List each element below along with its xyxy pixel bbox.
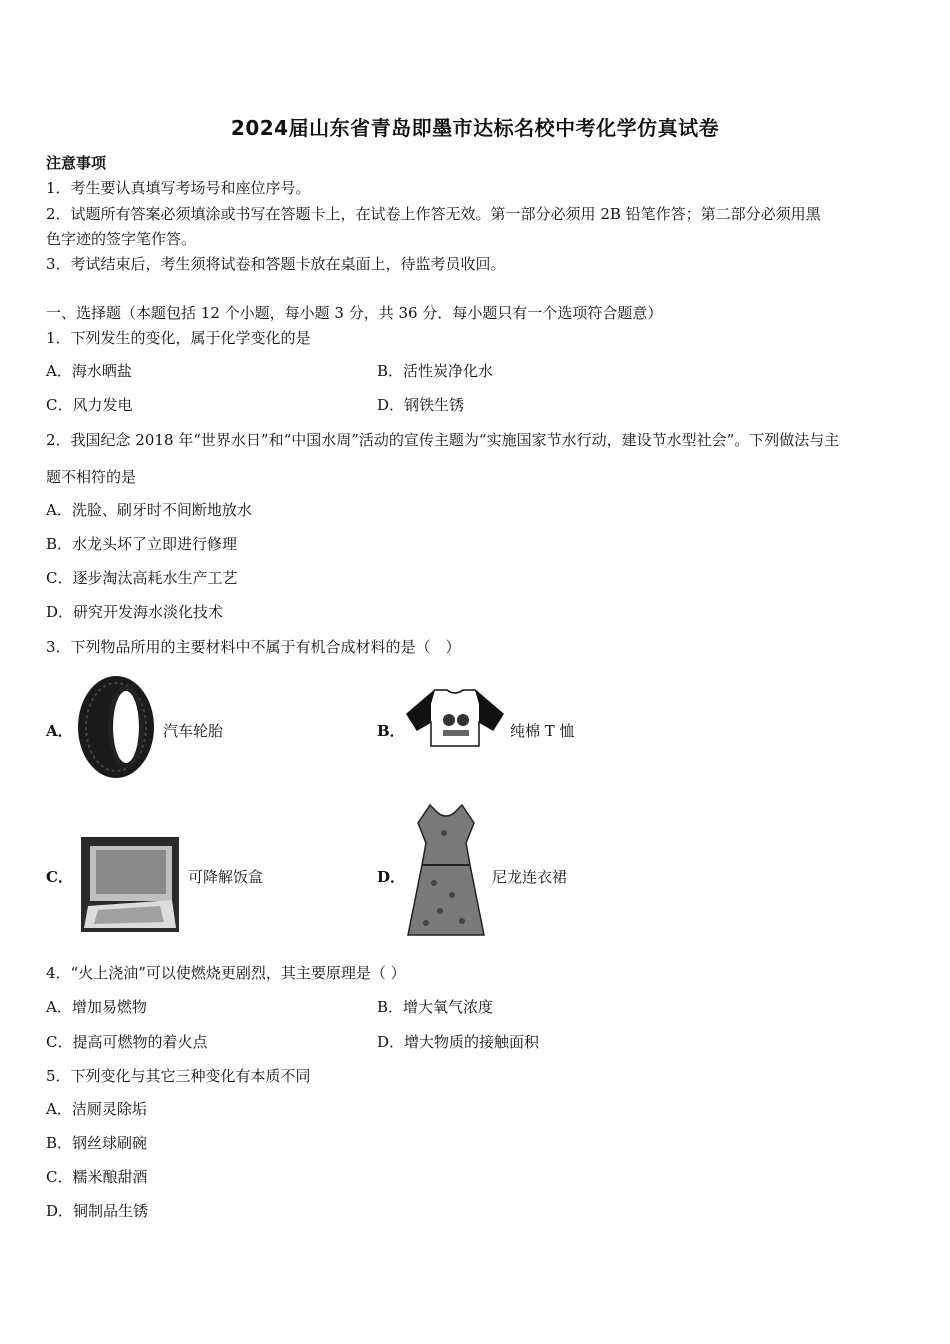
notice-item-3: 3．考试结束后，考生须将试卷和答题卡放在桌面上，待监考员收回。 <box>46 255 506 273</box>
notice-item-1: 1．考生要认真填写考场号和座位序号。 <box>46 179 311 197</box>
q3-option-b-letter: B． <box>377 722 405 740</box>
q4-option-c: C．提高可燃物的着火点 <box>46 1033 208 1051</box>
q3-stem: 3．下列物品所用的主要材料中不属于有机合成材料的是（ ） <box>46 638 461 656</box>
page-title: 2024届山东省青岛即墨市达标名校中考化学仿真试卷 <box>230 116 720 140</box>
q3-option-b-label: 纯棉 T 恤 <box>510 722 575 740</box>
q1-option-c: C．风力发电 <box>46 396 133 414</box>
q3-option-d-letter: D． <box>377 868 406 886</box>
q1-stem: 1．下列发生的变化，属于化学变化的是 <box>46 329 311 347</box>
notice-item-2-cont: 色字迹的签字笔作答。 <box>46 230 197 248</box>
q2-option-c: C．逐步淘汰高耗水生产工艺 <box>46 569 238 587</box>
q2-stem-line1: 2．我国纪念 2018 年“世界水日”和“中国水周”活动的宣传主题为“实施国家节水行动，建设节水型社会”。下列做法与主 <box>46 431 840 449</box>
q1-option-b: B．活性炭净化水 <box>377 362 494 380</box>
q4-option-b: B．增大氧气浓度 <box>377 998 494 1016</box>
q2-option-a: A．洗脸、刷牙时不间断地放水 <box>46 501 252 519</box>
q5-option-a: A．洁厕灵除垢 <box>46 1100 147 1118</box>
q4-stem: 4．“火上浇油”可以使燃烧更剧烈，其主要原理是（ ） <box>46 964 406 982</box>
tshirt-icon <box>405 686 505 748</box>
q2-option-d: D．研究开发海水淡化技术 <box>46 603 224 621</box>
section-heading: 一、选择题（本题包括 12 个小题，每小题 3 分，共 36 分．每小题只有一个选项符合题意） <box>46 304 663 322</box>
q3-option-c-label: 可降解饭盒 <box>188 868 264 886</box>
dress-icon <box>404 803 488 939</box>
tire-icon <box>76 674 160 780</box>
q3-option-a-label: 汽车轮胎 <box>163 722 224 740</box>
q5-option-d: D．铜制品生锈 <box>46 1202 149 1220</box>
q5-option-c: C．糯米酿甜酒 <box>46 1168 148 1186</box>
q5-option-b: B．钢丝球刷碗 <box>46 1134 148 1152</box>
q1-option-a: A．海水晒盐 <box>46 362 132 380</box>
q3-option-c-letter: C． <box>46 868 73 886</box>
q4-option-d: D．增大物质的接触面积 <box>377 1033 540 1051</box>
q2-stem-line2: 题不相符的是 <box>46 468 137 486</box>
q4-option-a: A．增加易燃物 <box>46 998 147 1016</box>
lunchbox-icon <box>80 836 180 933</box>
notice-item-2: 2．试题所有答案必须填涂或书写在答题卡上，在试卷上作答无效。第一部分必须用 2B 铅笔作答；第二部分必须用黑 <box>46 205 821 223</box>
q3-option-a-letter: A． <box>46 722 73 740</box>
q2-option-b: B．水龙头坏了立即进行修理 <box>46 535 238 553</box>
q3-option-d-label: 尼龙连衣裙 <box>492 868 568 886</box>
q5-stem: 5．下列变化与其它三种变化有本质不同 <box>46 1067 311 1085</box>
q1-option-d: D．钢铁生锈 <box>377 396 465 414</box>
notice-heading: 注意事项 <box>46 154 107 172</box>
